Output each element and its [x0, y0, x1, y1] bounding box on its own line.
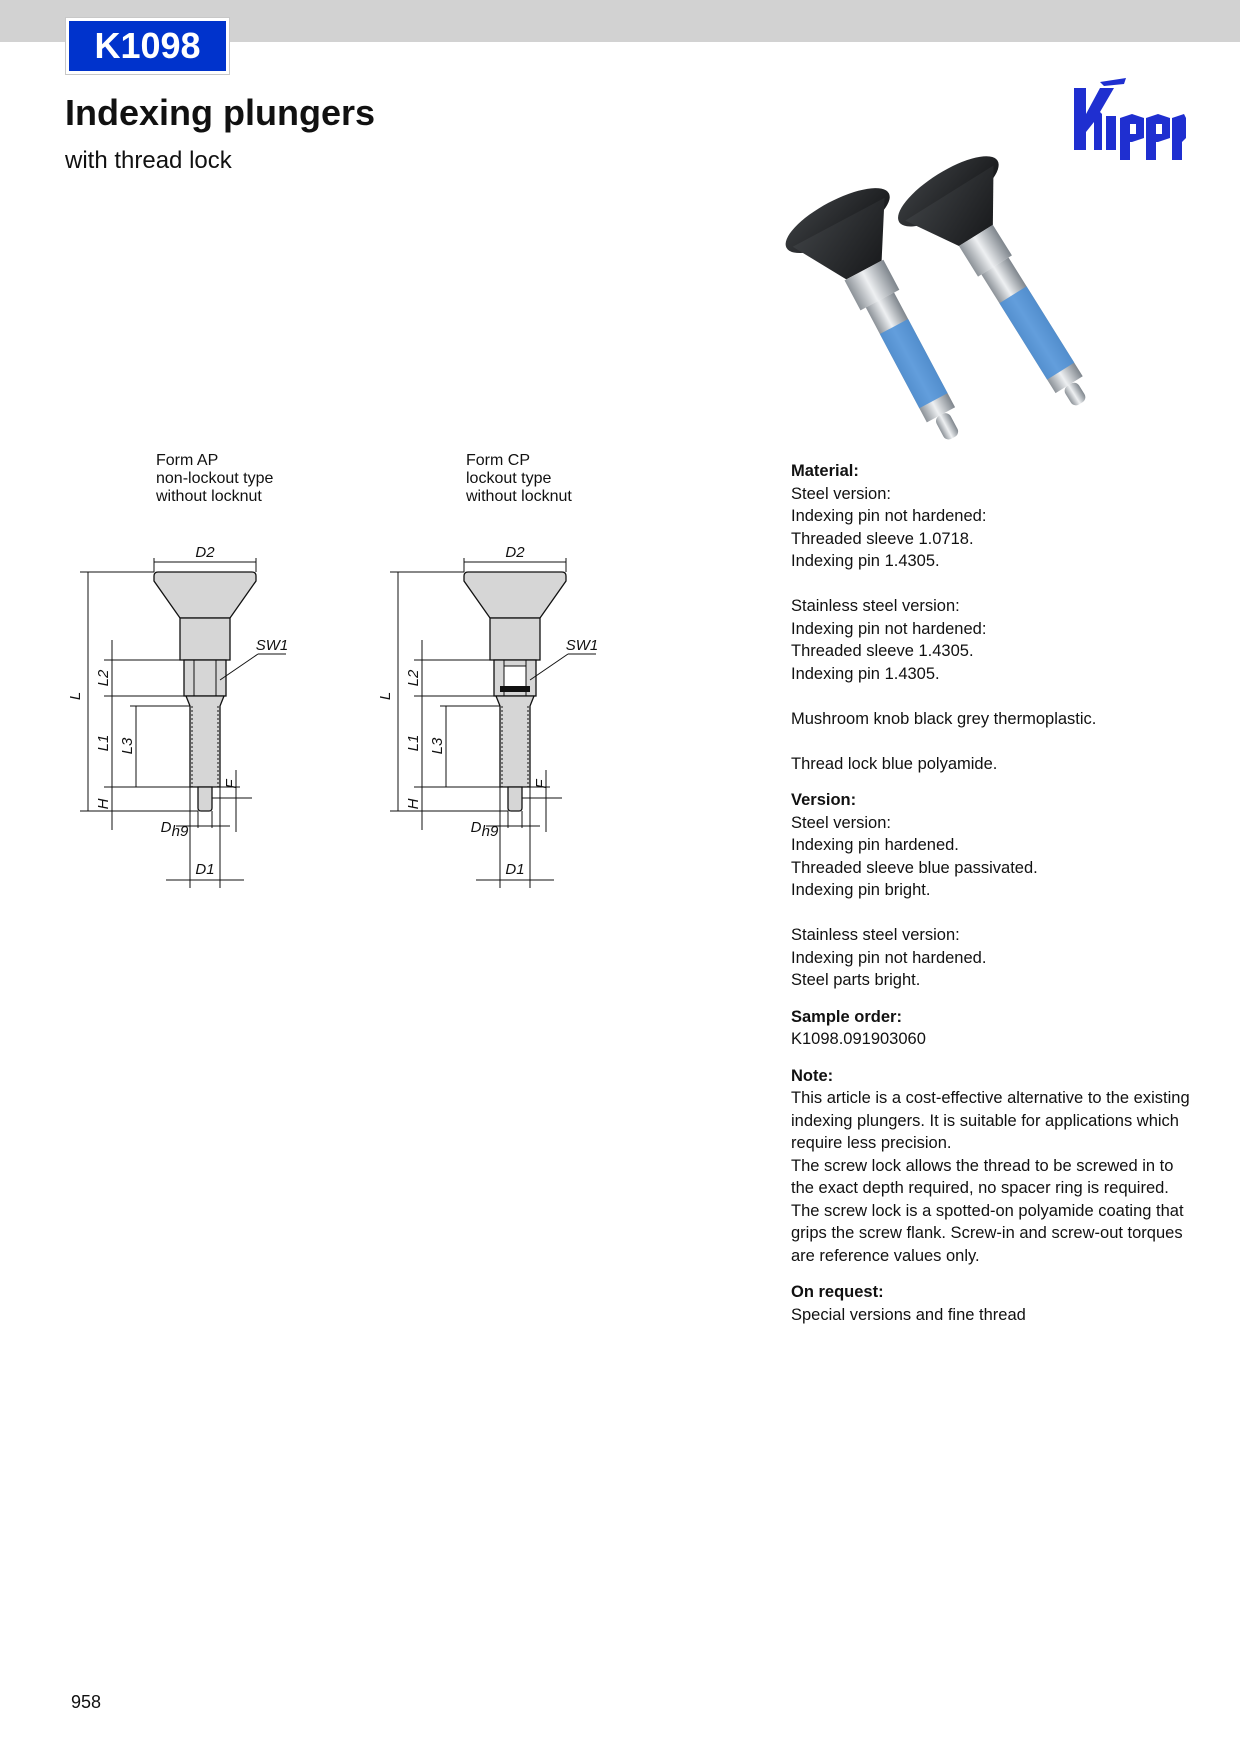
version-steel-line: Threaded sleeve blue passivated.: [791, 858, 1038, 877]
material-heading: Material:: [791, 462, 859, 480]
version-steel-line: Steel version:: [791, 813, 891, 832]
version-steel-line: Indexing pin hardened.: [791, 836, 959, 854]
material-steel-lines: [791, 483, 1191, 573]
dim-d2: D2: [505, 544, 525, 561]
version-heading: Version:: [791, 791, 857, 809]
on-request-value: Special versions and fine thread: [791, 1305, 1026, 1324]
material-steel-line: Steel version:: [791, 484, 891, 503]
form-cp-drawing: [377, 440, 690, 900]
sample-order-value: K1098.091903060: [791, 1030, 926, 1048]
page-number: 958: [71, 1692, 102, 1712]
dim-l1: L1: [405, 734, 422, 752]
dim-l: L: [67, 691, 84, 701]
version-section: [791, 789, 1191, 992]
material-steel-line: Indexing pin 1.4305.: [791, 552, 940, 570]
article-code-badge: [66, 18, 229, 74]
note-lines: [791, 1087, 1191, 1267]
version-stainless-lines: [791, 924, 1191, 992]
dim-h: H: [95, 798, 112, 810]
material-stainless-line: Indexing pin not hardened:: [791, 619, 987, 638]
dim-l3: L3: [429, 737, 446, 755]
material-stainless-line: Stainless steel version:: [791, 597, 960, 615]
form-cp-label-line: Form CP: [466, 452, 530, 469]
page-subtitle: with thread lock: [65, 147, 232, 174]
sample-order-section: [791, 1006, 1191, 1051]
specification-column: [791, 460, 1191, 1340]
form-cp-label-line: without locknut: [466, 488, 572, 505]
dim-d2: D2: [195, 544, 215, 561]
material-section: [791, 460, 1191, 775]
dim-l1: L1: [95, 734, 112, 752]
note-line: indexing plungers. It is suitable for applications which: [791, 1111, 1179, 1130]
lockout-pin: [500, 686, 530, 692]
page-title: Indexing plungers: [65, 92, 376, 133]
dim-l3: L3: [119, 737, 136, 755]
note-section: [791, 1065, 1191, 1268]
dim-d-tolerance: h9: [171, 823, 189, 840]
indexing-plunger-photo-icon: [780, 160, 1140, 440]
dim-d: D: [160, 819, 172, 836]
material-steel-line: Indexing pin not hardened:: [791, 507, 987, 525]
form-ap-label-line: without locknut: [156, 488, 262, 505]
material-stainless-line: Indexing pin 1.4305.: [791, 664, 940, 683]
hex-shape: [184, 660, 226, 696]
dim-f: F: [223, 779, 240, 789]
note-line: are reference values only.: [791, 1246, 980, 1265]
version-stainless-line: Stainless steel version:: [791, 926, 960, 944]
thread-shape: [496, 696, 534, 787]
sample-order-heading: Sample order:: [791, 1007, 902, 1026]
note-line: This article is a cost-effective alternative to the existing: [791, 1089, 1190, 1107]
thread-shape: [186, 696, 224, 787]
note-line: The screw lock is a spotted-on polyamide coating that: [791, 1201, 1184, 1220]
form-cp-label-line: lockout type: [466, 470, 552, 487]
material-stainless-lines: [791, 595, 1191, 685]
note-line: grips the screw flank. Screw-in and screw-out torques: [791, 1224, 1183, 1242]
on-request-section: [791, 1281, 1191, 1326]
note-line: The screw lock allows the thread to be screwed in to: [791, 1156, 1174, 1175]
material-knob: Mushroom knob black grey thermoplastic.: [791, 709, 1097, 728]
material-steel-line: Threaded sleeve 1.0718.: [791, 529, 974, 548]
pin-shape: [508, 787, 522, 811]
dim-h: H: [405, 798, 422, 810]
version-steel-lines: [791, 812, 1191, 902]
knob-shape: [464, 572, 566, 618]
dim-sw1: SW1: [565, 637, 599, 654]
form-ap-label-line: non-lockout type: [156, 470, 274, 487]
collar-shape: [490, 618, 540, 660]
dim-d-tolerance: h9: [481, 823, 499, 840]
dim-l2: L2: [95, 669, 112, 687]
version-stainless-line: Indexing pin not hardened.: [791, 948, 987, 967]
lockout-slot: [504, 666, 526, 688]
form-ap-dimension-drawing: [67, 440, 380, 900]
form-ap-drawing: [67, 440, 380, 900]
version-steel-line: Indexing pin bright.: [791, 881, 931, 899]
kipp-logo-icon: [1074, 74, 1186, 160]
version-stainless-line: Steel parts bright.: [791, 971, 921, 989]
dim-l: L: [377, 691, 394, 701]
form-ap-label-line: Form AP: [156, 452, 219, 469]
dim-d1: D1: [195, 861, 215, 878]
note-line: the exact depth required, no spacer ring is required.: [791, 1179, 1169, 1197]
material-lock: Thread lock blue polyamide.: [791, 754, 998, 773]
collar-shape: [180, 618, 230, 660]
on-request-heading: On request:: [791, 1283, 884, 1301]
knob-shape: [154, 572, 256, 618]
note-line: require less precision.: [791, 1134, 952, 1152]
form-cp-dimension-drawing: [377, 440, 690, 900]
article-code: K1098: [94, 25, 201, 66]
dim-f: F: [533, 779, 550, 789]
dim-sw1: SW1: [255, 637, 289, 654]
dim-d1: D1: [505, 861, 525, 878]
material-stainless-line: Threaded sleeve 1.4305.: [791, 642, 974, 660]
pin-shape: [198, 787, 212, 811]
dim-d: D: [470, 819, 482, 836]
dim-l2: L2: [405, 669, 422, 687]
note-heading: Note:: [791, 1066, 834, 1085]
